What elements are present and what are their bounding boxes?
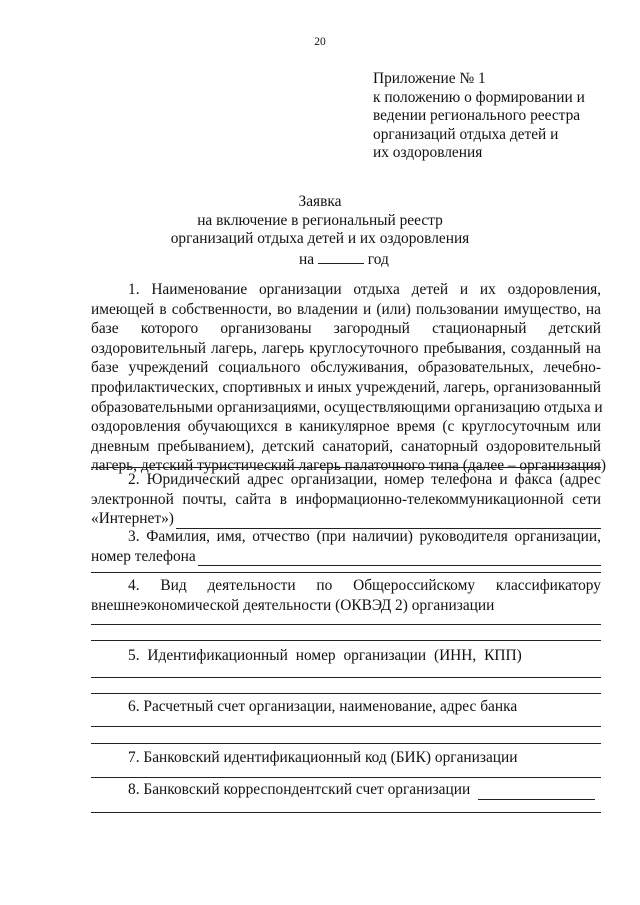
appendix-line: организаций отдыха детей и bbox=[373, 125, 559, 143]
item-1-line: оздоровительный лагерь, лагерь круглосуточного пребывания, созданный на bbox=[91, 339, 601, 357]
item-5-fill-line[interactable] bbox=[91, 693, 601, 694]
item-3-fill-field[interactable] bbox=[198, 551, 601, 566]
item-4 bbox=[91, 576, 601, 615]
item-4-fill-line[interactable] bbox=[91, 624, 601, 625]
item-1-line: базе которого организованы загородный стационарный детский bbox=[91, 320, 601, 338]
item-1-line: имеющей в собственности, во владении и (или) пользовании имущество, на bbox=[91, 300, 601, 318]
item-1-line: лагерь, детский туристический лагерь палаточного типа (далее – организация) bbox=[91, 457, 607, 475]
item-1-line: оздоровления обучающихся в каникулярное время (с круглосуточным или bbox=[91, 418, 601, 436]
item-1-line: дневным пребыванием), детский санаторий, санаторный оздоровительный bbox=[91, 437, 601, 455]
item-5-line: 5. Идентификационный номер организации (ИНН, КПП) bbox=[128, 647, 522, 664]
item-3-fill-line[interactable] bbox=[91, 572, 601, 573]
page-number: 20 bbox=[314, 36, 326, 48]
item-7-line: 7. Банковский идентификационный код (БИК) организации bbox=[128, 749, 518, 766]
item-6-fill-line[interactable] bbox=[91, 726, 601, 727]
year-prefix: на bbox=[299, 250, 315, 268]
item-8-fill-line[interactable] bbox=[91, 812, 601, 813]
item-8-row bbox=[91, 780, 601, 800]
item-1-line: 1. Наименование организации отдыха детей и их оздоровления, bbox=[128, 281, 601, 298]
item-2-line: электронной почты, сайта в информационно-телекоммуникационной сети bbox=[91, 490, 601, 508]
appendix-line: к положению о формировании и bbox=[373, 88, 585, 106]
appendix-line: Приложение № 1 bbox=[373, 70, 486, 87]
item-5-fill-line[interactable] bbox=[91, 677, 601, 678]
item-8-fill-field[interactable] bbox=[478, 785, 595, 800]
item-2-line: 2. Юридический адрес организации, номер телефона и факса (адрес bbox=[128, 471, 601, 488]
item-2 bbox=[91, 470, 601, 529]
year-line bbox=[0, 249, 640, 270]
item-2-line: «Интернет») bbox=[91, 510, 174, 528]
appendix-header bbox=[373, 70, 585, 163]
item-2-last-row bbox=[91, 509, 601, 529]
title-line: на включение в региональный реестр bbox=[197, 211, 443, 229]
item-6-line: 6. Расчетный счет организации, наименование, адрес банка bbox=[128, 698, 518, 715]
item-3-last-row bbox=[91, 547, 601, 567]
item-3 bbox=[91, 527, 601, 566]
item-1-line: профилактических, спортивных и иных учреждений, лагерь, организованный bbox=[91, 378, 601, 396]
item-7 bbox=[91, 748, 601, 768]
item-4-fill-line[interactable] bbox=[91, 640, 601, 641]
item-8-line: 8. Банковский корреспондентский счет организации bbox=[128, 781, 471, 798]
item-8 bbox=[91, 780, 601, 800]
item-6-fill-line[interactable] bbox=[91, 743, 601, 744]
item-1-line: базе учреждений социального обслуживания, образовательных, лечебно- bbox=[91, 359, 601, 377]
item-3-line: номер телефона bbox=[91, 547, 196, 565]
item-4-line: 4. Вид деятельности по Общероссийскому классификатору bbox=[128, 577, 601, 594]
year-blank-field[interactable] bbox=[318, 249, 364, 264]
appendix-line: их оздоровления bbox=[373, 144, 483, 161]
item-3-line: 3. Фамилия, имя, отчество (при наличии) руководителя организации, bbox=[128, 528, 601, 545]
title-line: организаций отдыха детей и их оздоровления bbox=[170, 230, 470, 247]
item-5 bbox=[91, 646, 601, 666]
year-suffix: год bbox=[367, 250, 389, 268]
item-7-fill-line[interactable] bbox=[91, 777, 601, 778]
appendix-line: ведении регионального реестра bbox=[373, 107, 581, 124]
item-1 bbox=[91, 280, 607, 476]
title-line: Заявка bbox=[298, 193, 342, 210]
item-1-fill-line[interactable] bbox=[91, 467, 601, 468]
item-4-line: внешнеэкономической деятельности (ОКВЭД 2) организации bbox=[91, 596, 495, 614]
item-1-line: образовательными организациями, осуществляющими организацию отдыха и bbox=[91, 398, 603, 416]
item-6 bbox=[91, 697, 601, 717]
document-title bbox=[0, 193, 640, 269]
